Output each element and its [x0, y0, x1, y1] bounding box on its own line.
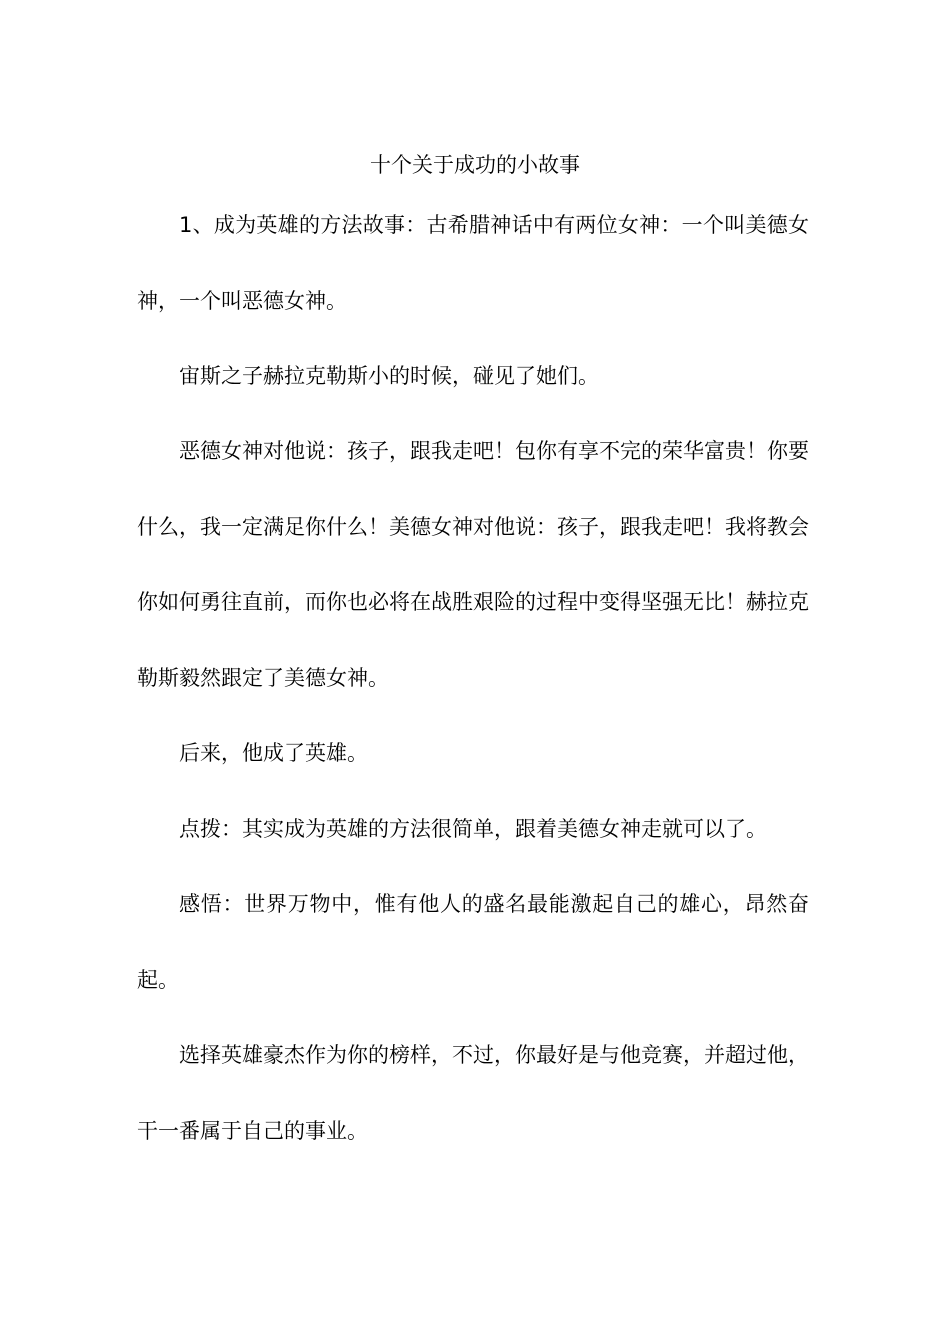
paragraph-2: 宙斯之子赫拉克勒斯小的时候，碰见了她们。 [179, 364, 599, 388]
document-title: 十个关于成功的小故事 [370, 153, 580, 177]
paragraph-3: 恶德女神对他说：孩子，跟我走吧！包你有享不完的荣华富贵！你要什么，我一定满足你什么！美德女神对他说：孩子，跟我走吧！我将教会你如何勇往直前，而你也必将在战胜艰险的过程中变得坚强无比！赫拉克勒斯毅然跟定了美德女神。 [137, 439, 809, 690]
paragraph-1: 1、成为英雄的方法故事：古希腊神话中有两位女神：一个叫美德女神，一个叫恶德女神。 [137, 213, 809, 313]
paragraph-7: 选择英雄豪杰作为你的榜样，不过，你最好是与他竞赛，并超过他，干一番属于自己的事业。 [137, 1043, 809, 1143]
paragraph-5: 点拨：其实成为英雄的方法很简单，跟着美德女神走就可以了。 [179, 817, 767, 841]
paragraph-4: 后来，他成了英雄。 [179, 741, 368, 765]
paragraph-6: 感悟：世界万物中，惟有他人的盛名最能激起自己的雄心，昂然奋起。 [137, 892, 809, 992]
